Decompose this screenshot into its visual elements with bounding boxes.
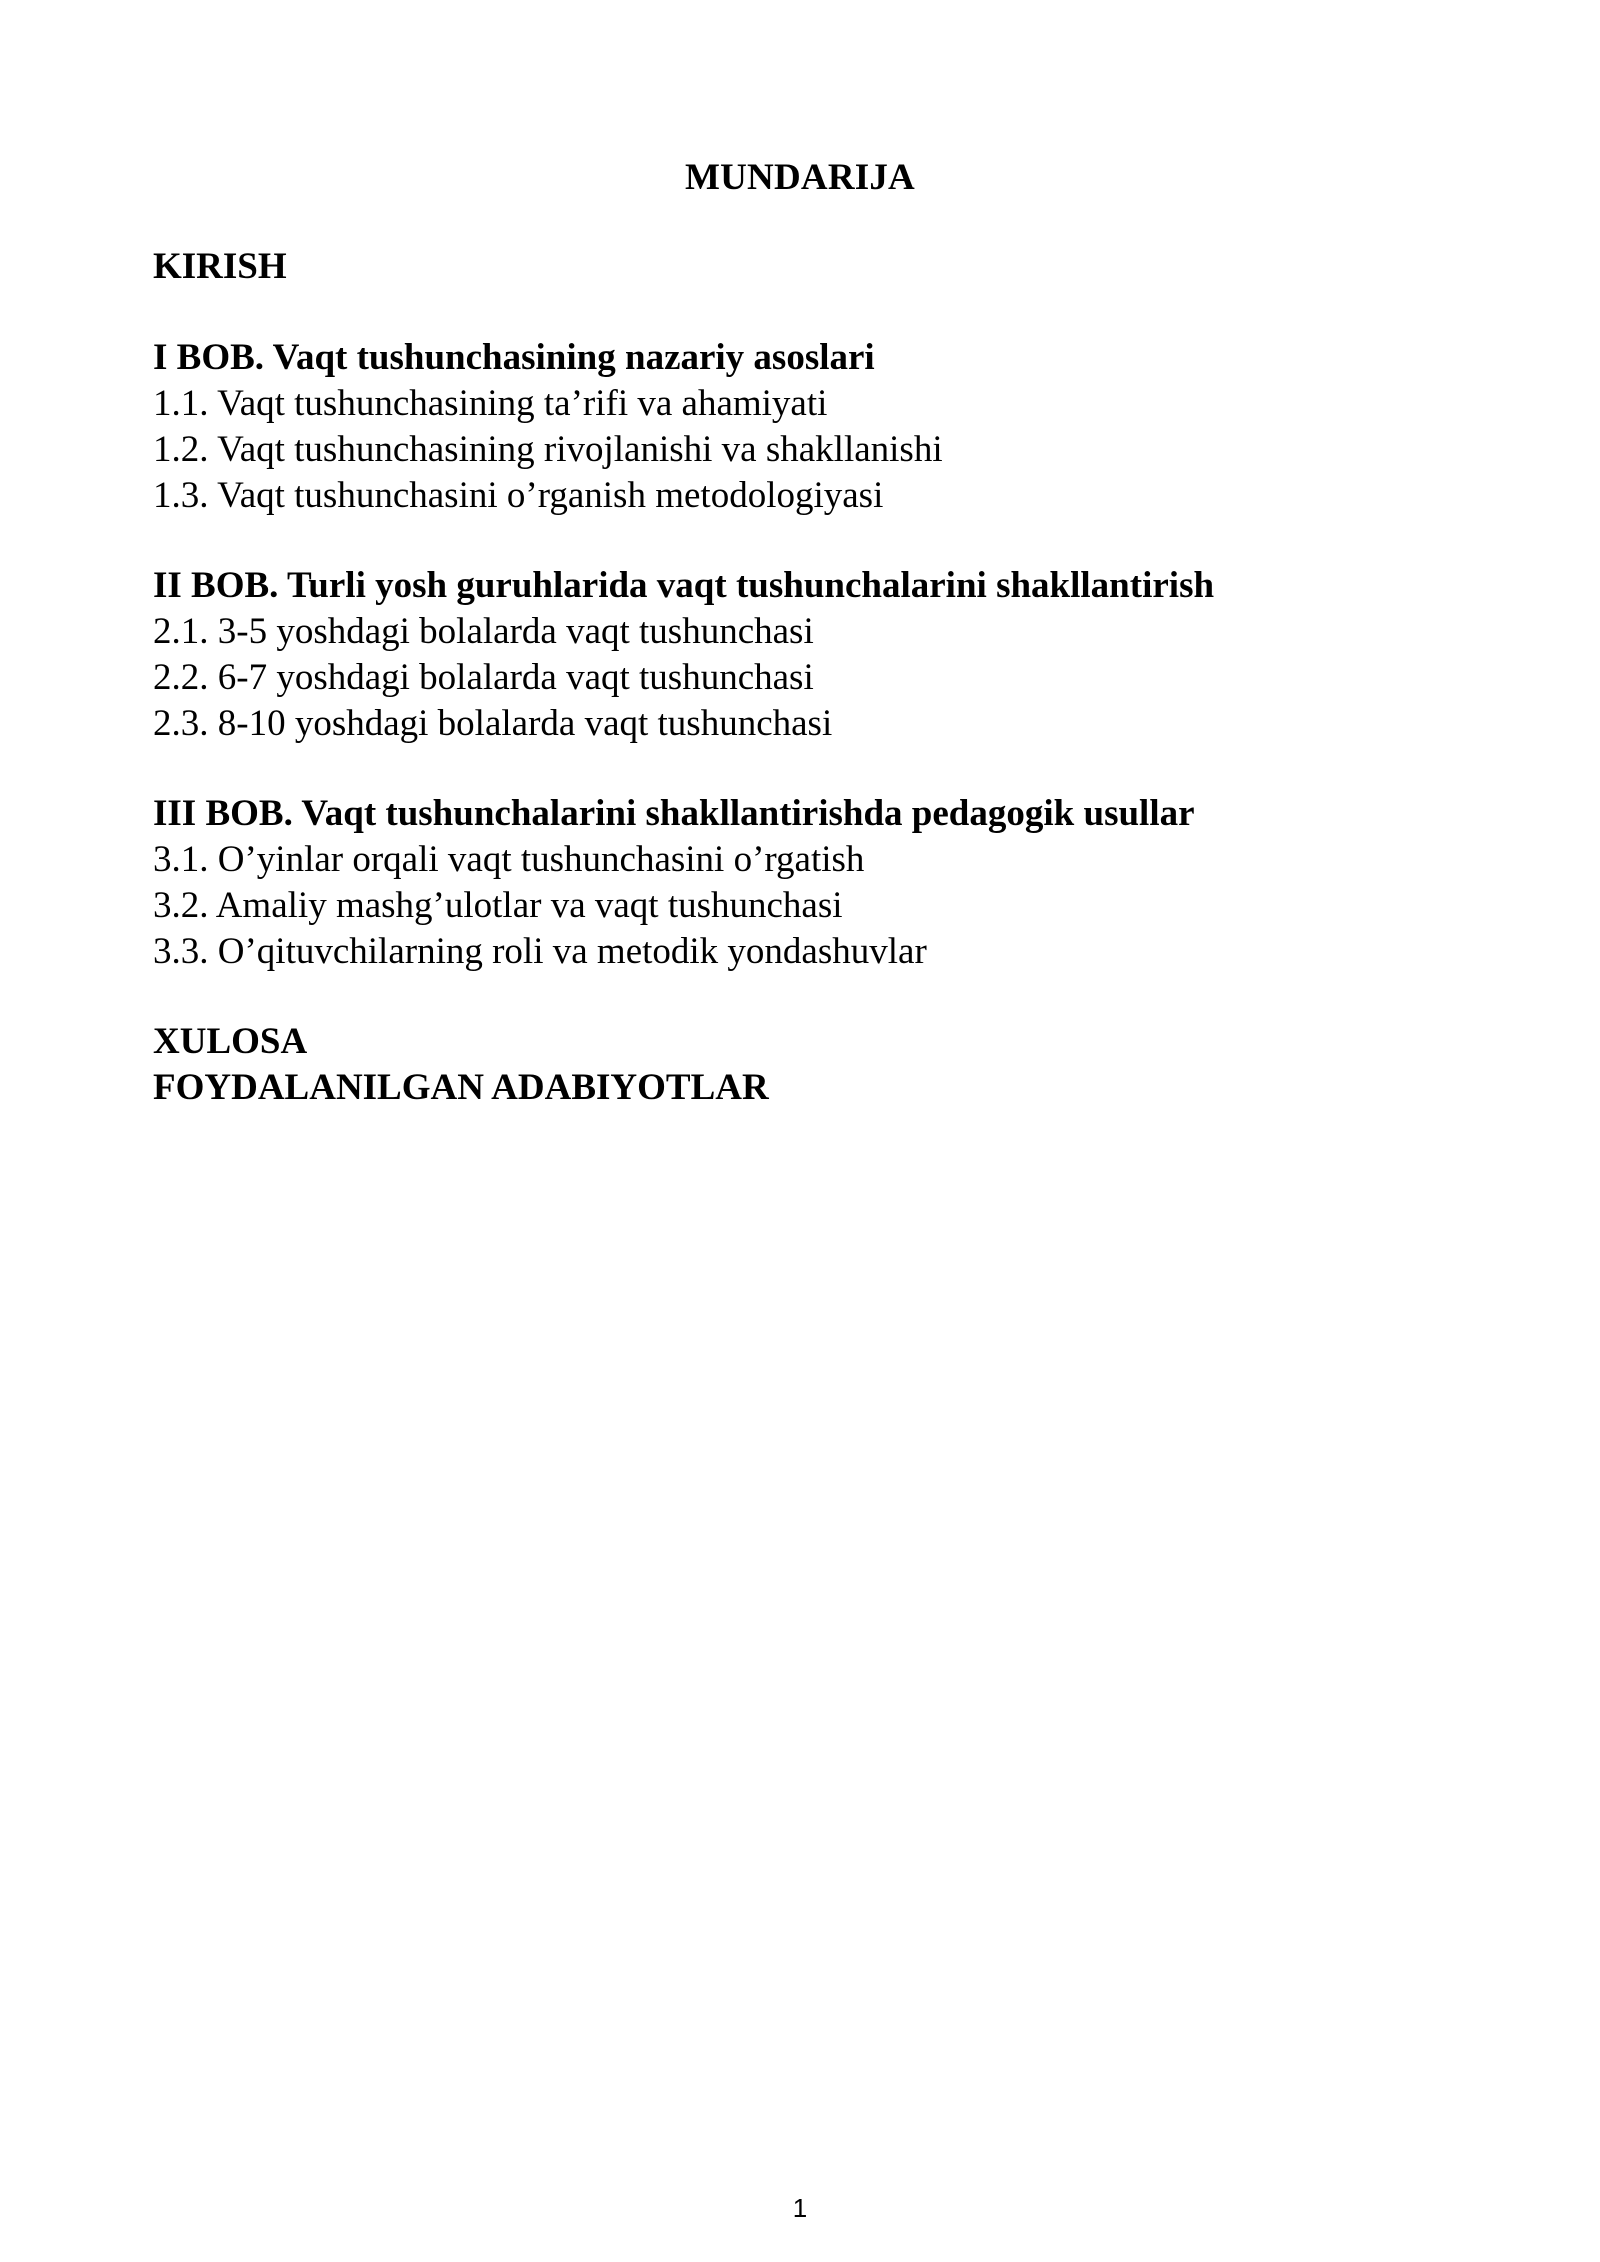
toc-chapter-1 (153, 335, 1483, 519)
toc-chapter-2 (153, 563, 1483, 747)
section-item: 2.3. 8-10 yoshdagi bolalarda vaqt tushunchasi (153, 703, 833, 744)
page-number: 1 (792, 2193, 808, 2223)
page-title: MUNDARIJA (685, 157, 915, 198)
toc-chapter-3 (153, 791, 1483, 975)
toc-intro: KIRISH (153, 246, 287, 287)
chapter-heading: I BOB. Vaqt tushunchasining nazariy asoslari (153, 337, 875, 378)
table-of-contents (153, 244, 1483, 1111)
section-item: 1.3. Vaqt tushunchasini o’rganish metodologiyasi (153, 475, 884, 516)
section-item: 3.2. Amaliy mashg’ulotlar va vaqt tushunchasi (153, 885, 843, 926)
chapter-heading: III BOB. Vaqt tushunchalarini shakllantirishda pedagogik usullar (153, 793, 1195, 834)
section-item: 1.1. Vaqt tushunchasining ta’rifi va ahamiyati (153, 383, 828, 424)
toc-endmatter (153, 1019, 1483, 1111)
toc-conclusion: XULOSA (153, 1021, 308, 1062)
section-item: 3.1. O’yinlar orqali vaqt tushunchasini o’rgatish (153, 839, 865, 880)
section-item: 2.1. 3-5 yoshdagi bolalarda vaqt tushunchasi (153, 611, 814, 652)
section-item: 3.3. O’qituvchilarning roli va metodik yondashuvlar (153, 931, 927, 972)
chapter-heading: II BOB. Turli yosh guruhlarida vaqt tushunchalarini shakllantirish (153, 565, 1215, 606)
section-item: 1.2. Vaqt tushunchasining rivojlanishi va shakllanishi (153, 429, 943, 470)
toc-references: FOYDALANILGAN ADABIYOTLAR (153, 1067, 769, 1108)
section-item: 2.2. 6-7 yoshdagi bolalarda vaqt tushunchasi (153, 657, 814, 698)
